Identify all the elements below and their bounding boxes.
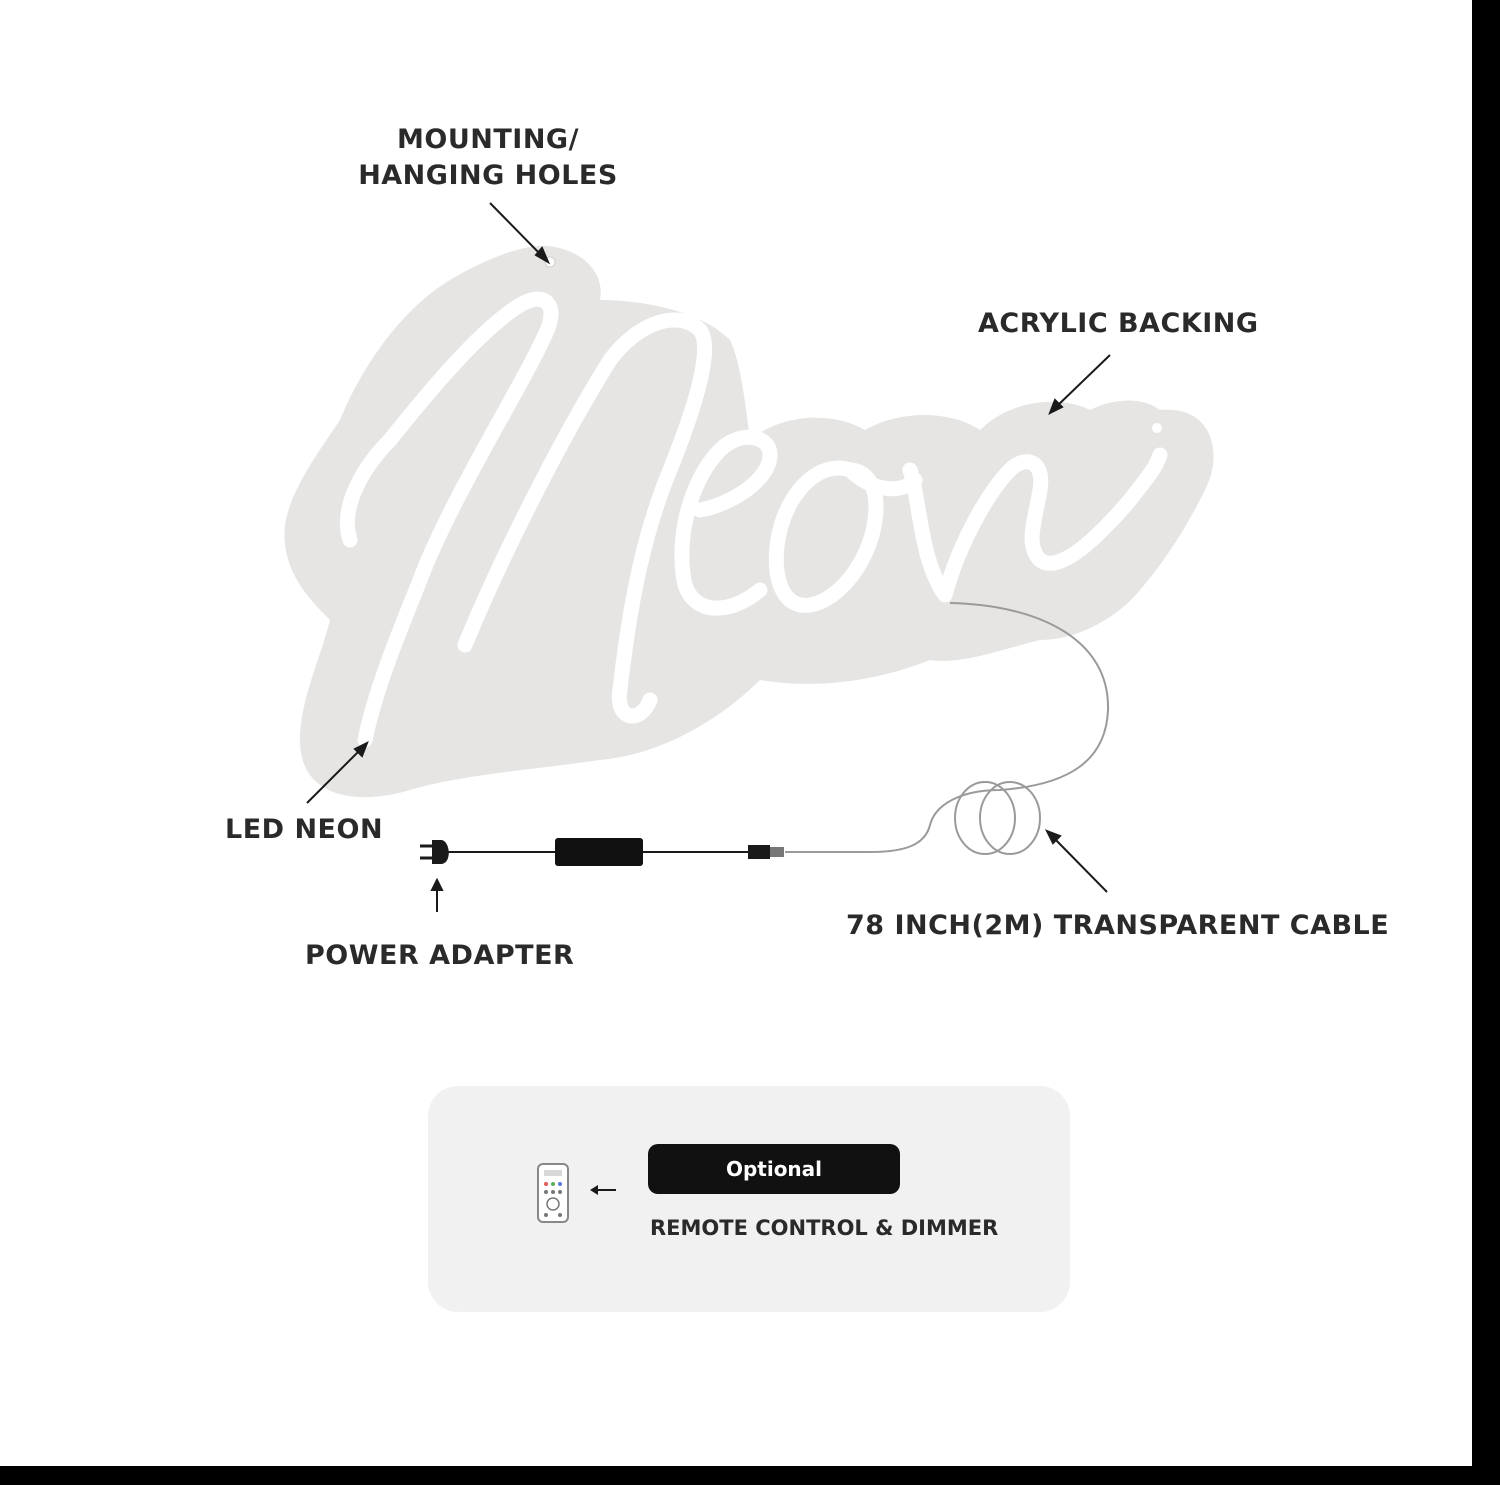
arrowhead-power: [432, 880, 442, 890]
arrow-acrylic: [1055, 355, 1110, 408]
mounting-label-line1: MOUNTING/: [397, 124, 579, 155]
optional-badge: Optional: [648, 1144, 900, 1194]
cable-coil-1: [955, 782, 1015, 854]
remote-control-icon: [536, 1162, 570, 1224]
power-adapter-label: POWER ADAPTER: [305, 940, 575, 971]
cable-label: 78 INCH(2M) TRANSPARENT CABLE: [846, 910, 1390, 941]
adapter-icon: [555, 838, 643, 866]
cable-coil-2: [980, 782, 1040, 854]
connector-icon: [748, 845, 770, 859]
remote-control-label: REMOTE CONTROL & DIMMER: [650, 1216, 999, 1240]
plug-icon: [420, 840, 449, 864]
mounting-label-line2: HANGING HOLES: [358, 160, 618, 191]
left-arrow-icon: [590, 1184, 618, 1196]
mounting-holes-label: [330, 122, 646, 194]
arrow-cable: [1052, 836, 1107, 892]
neon-dot: [1152, 423, 1162, 433]
acrylic-backing-label: ACRYLIC BACKING: [978, 308, 1259, 339]
connector-tip: [770, 847, 784, 857]
arrow-mounting: [490, 203, 544, 258]
optional-panel: [428, 1086, 1070, 1312]
led-neon-label: LED NEON: [225, 814, 384, 845]
power-cord: [420, 838, 784, 866]
